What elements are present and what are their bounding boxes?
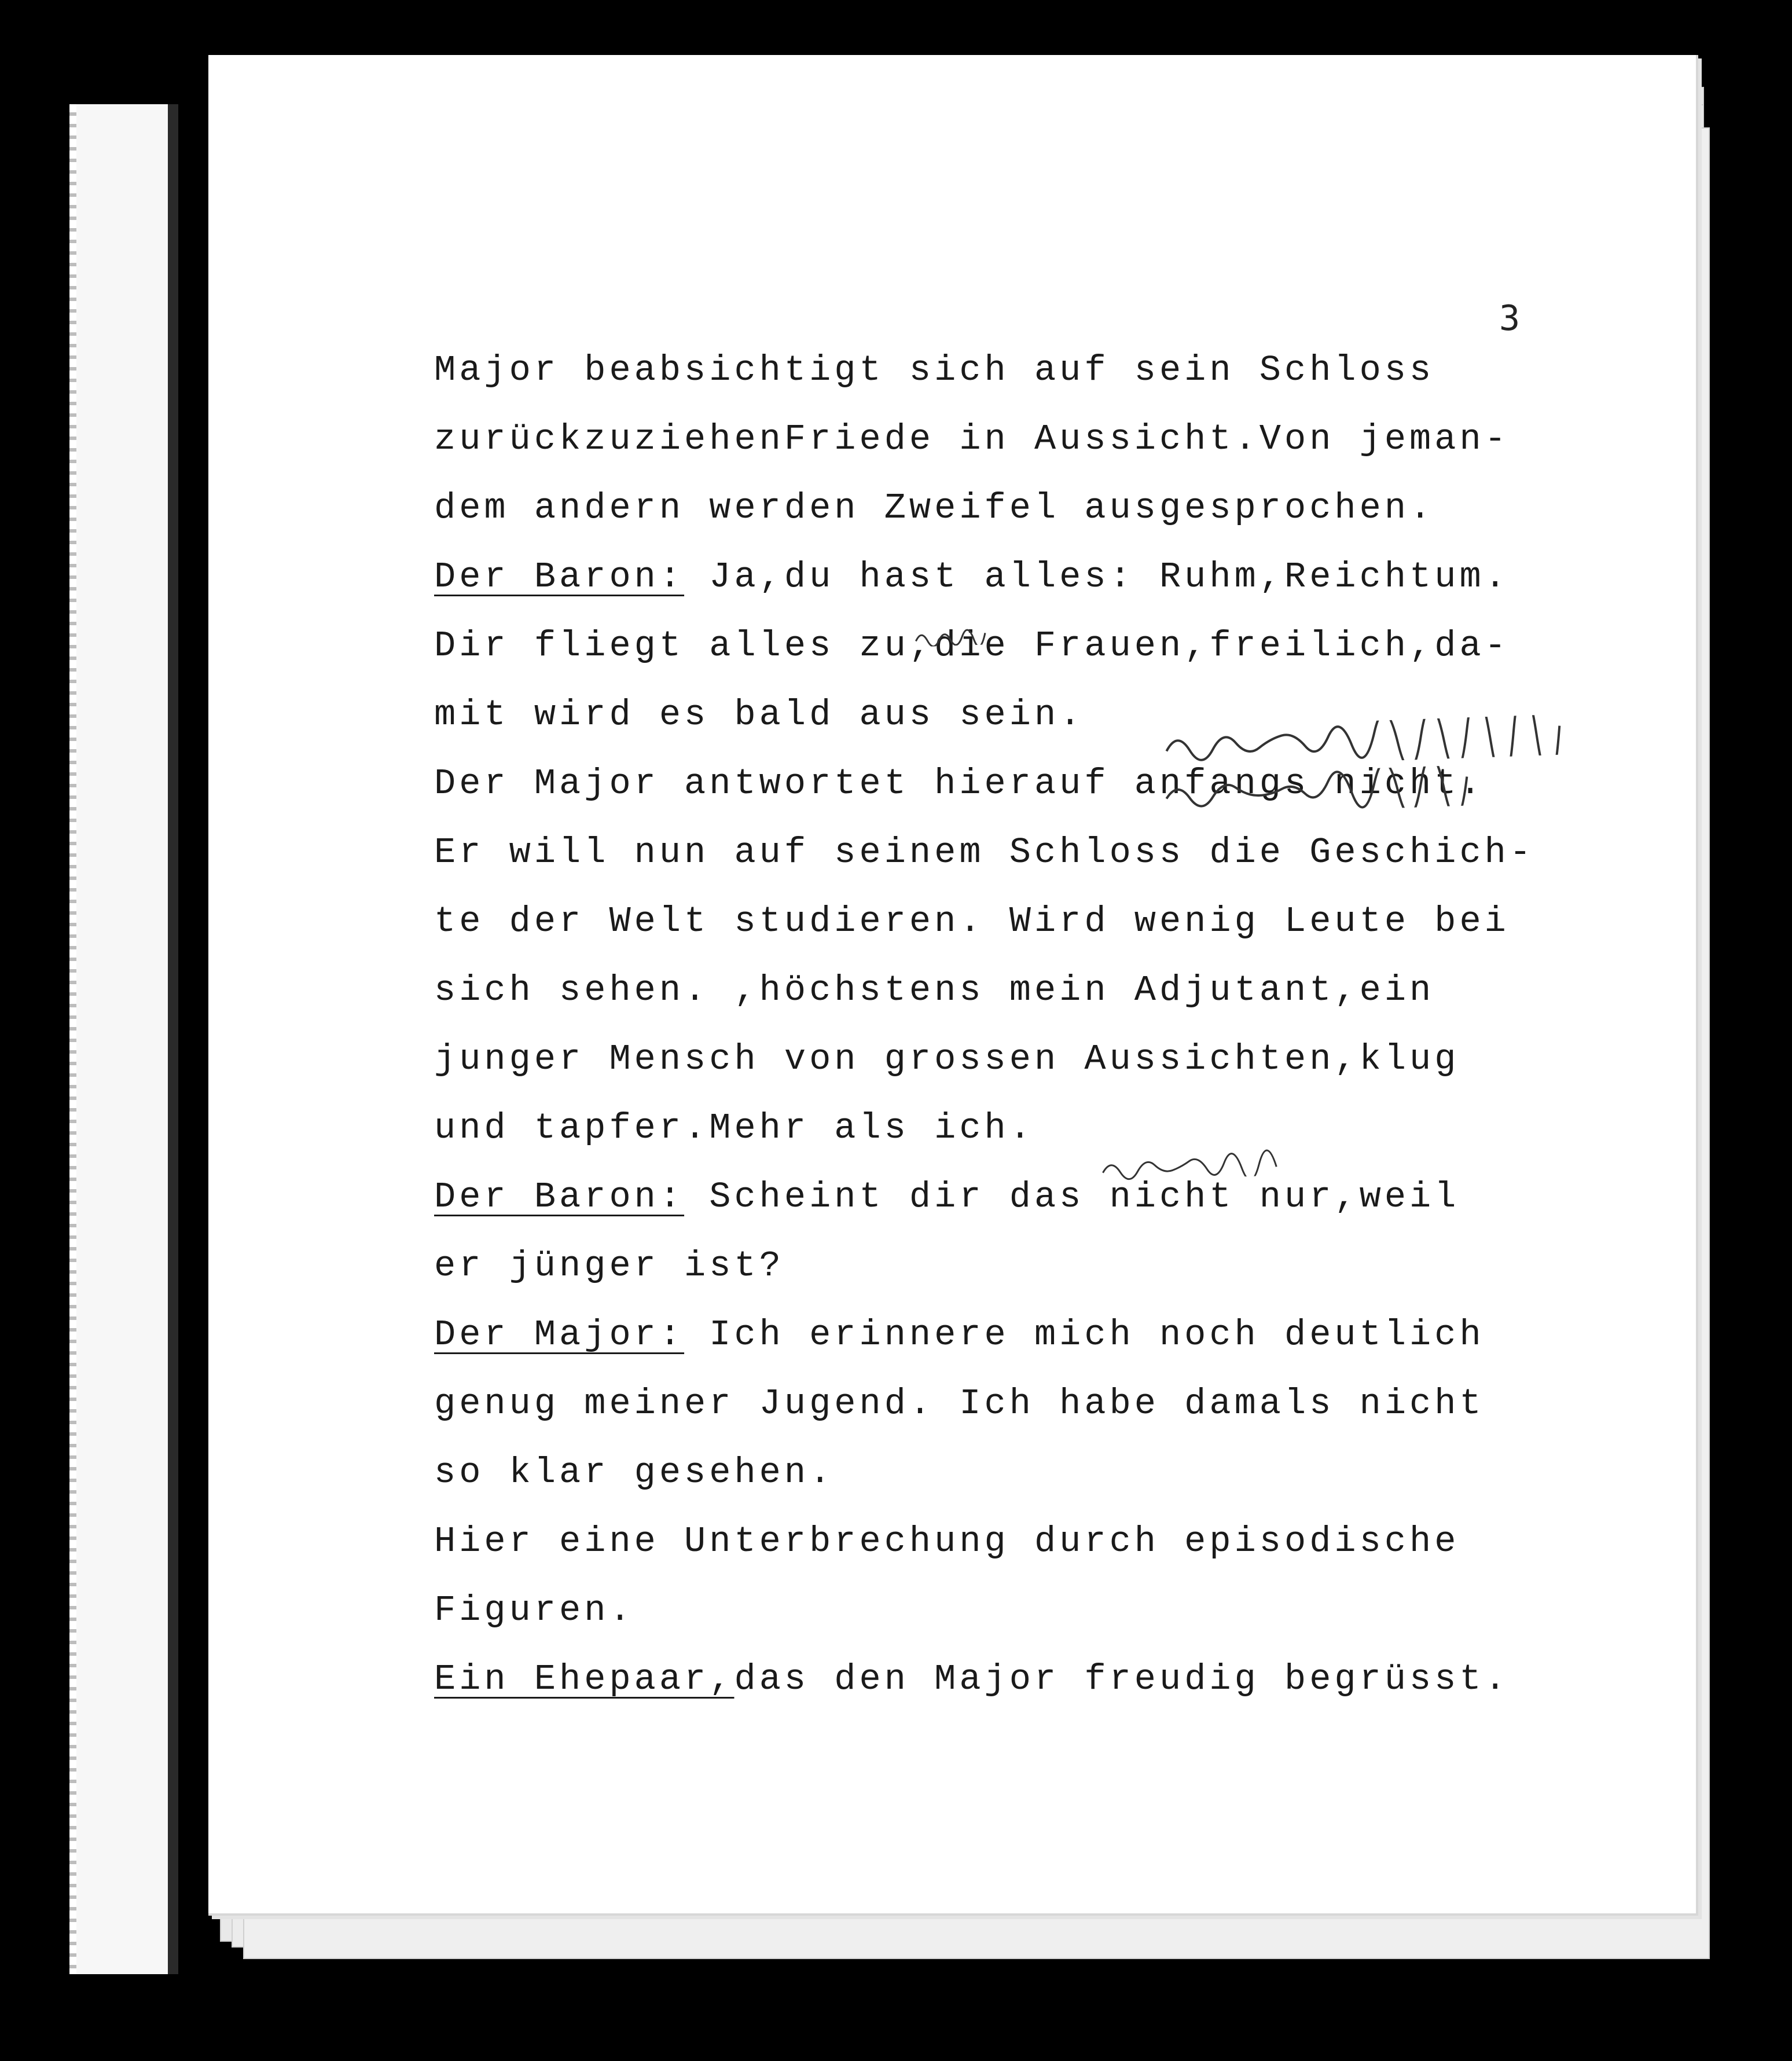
- dialogue-text: Scheint dir das nicht nur,weil: [684, 1176, 1460, 1217]
- left-paper-strip: [69, 104, 178, 1974]
- text-line: Dir fliegt alles zu,die Frauen,freilich,da-: [434, 625, 1510, 666]
- dialogue-line: [434, 1162, 1592, 1231]
- text-line: genug meiner Jugend. Ich habe damals nicht: [434, 1383, 1485, 1424]
- text-line: und tapfer.Mehr als ich.: [434, 1107, 1034, 1149]
- dialogue-text: das den Major freudig begrüsst.: [734, 1659, 1510, 1700]
- text-line: Major beabsichtigt sich auf sein Schloss: [434, 350, 1435, 391]
- text-line: er jünger ist?: [434, 1245, 784, 1286]
- speaker-label: Der Major:: [434, 1314, 685, 1355]
- text-line: Er will nun auf seinem Schloss die Geschich-: [434, 832, 1535, 873]
- dialogue-text: Ich erinnere mich noch deutlich: [684, 1314, 1485, 1355]
- speaker-label: Der Baron:: [434, 1176, 685, 1217]
- text-line: zurückzuziehenFriede in Aussicht.Von jeman-: [434, 419, 1510, 460]
- dialogue-text: Ja,du hast alles: Ruhm,Reichtum.: [684, 556, 1510, 597]
- text-line: junger Mensch von grossen Aussichten,klug: [434, 1039, 1460, 1080]
- dialogue-line: [434, 1645, 1592, 1714]
- handwritten-annotation: [914, 621, 1001, 647]
- speaker-label: Der Baron:: [434, 556, 685, 597]
- text-line: te der Welt studieren. Wird wenig Leute bei: [434, 901, 1510, 942]
- text-line: Der Major antwortet hierauf anfangs nicht.: [434, 763, 1485, 804]
- typed-text-block: [434, 336, 1592, 1714]
- dialogue-line: [434, 542, 1592, 611]
- text-line: Hier eine Unterbrechung durch episodische: [434, 1521, 1460, 1562]
- text-line: so klar gesehen.: [434, 1452, 835, 1493]
- text-line: mit wird es bald aus sein.: [434, 694, 1085, 735]
- text-line: Figuren.: [434, 1590, 634, 1631]
- page-number: 3: [1499, 298, 1521, 339]
- text-line: sich sehen. ,höchstens mein Adjutant,ein: [434, 970, 1435, 1011]
- text-line: dem andern werden Zweifel ausgesprochen.: [434, 487, 1435, 529]
- speaker-label: Ein Ehepaar,: [434, 1659, 735, 1700]
- dialogue-line: [434, 1300, 1592, 1369]
